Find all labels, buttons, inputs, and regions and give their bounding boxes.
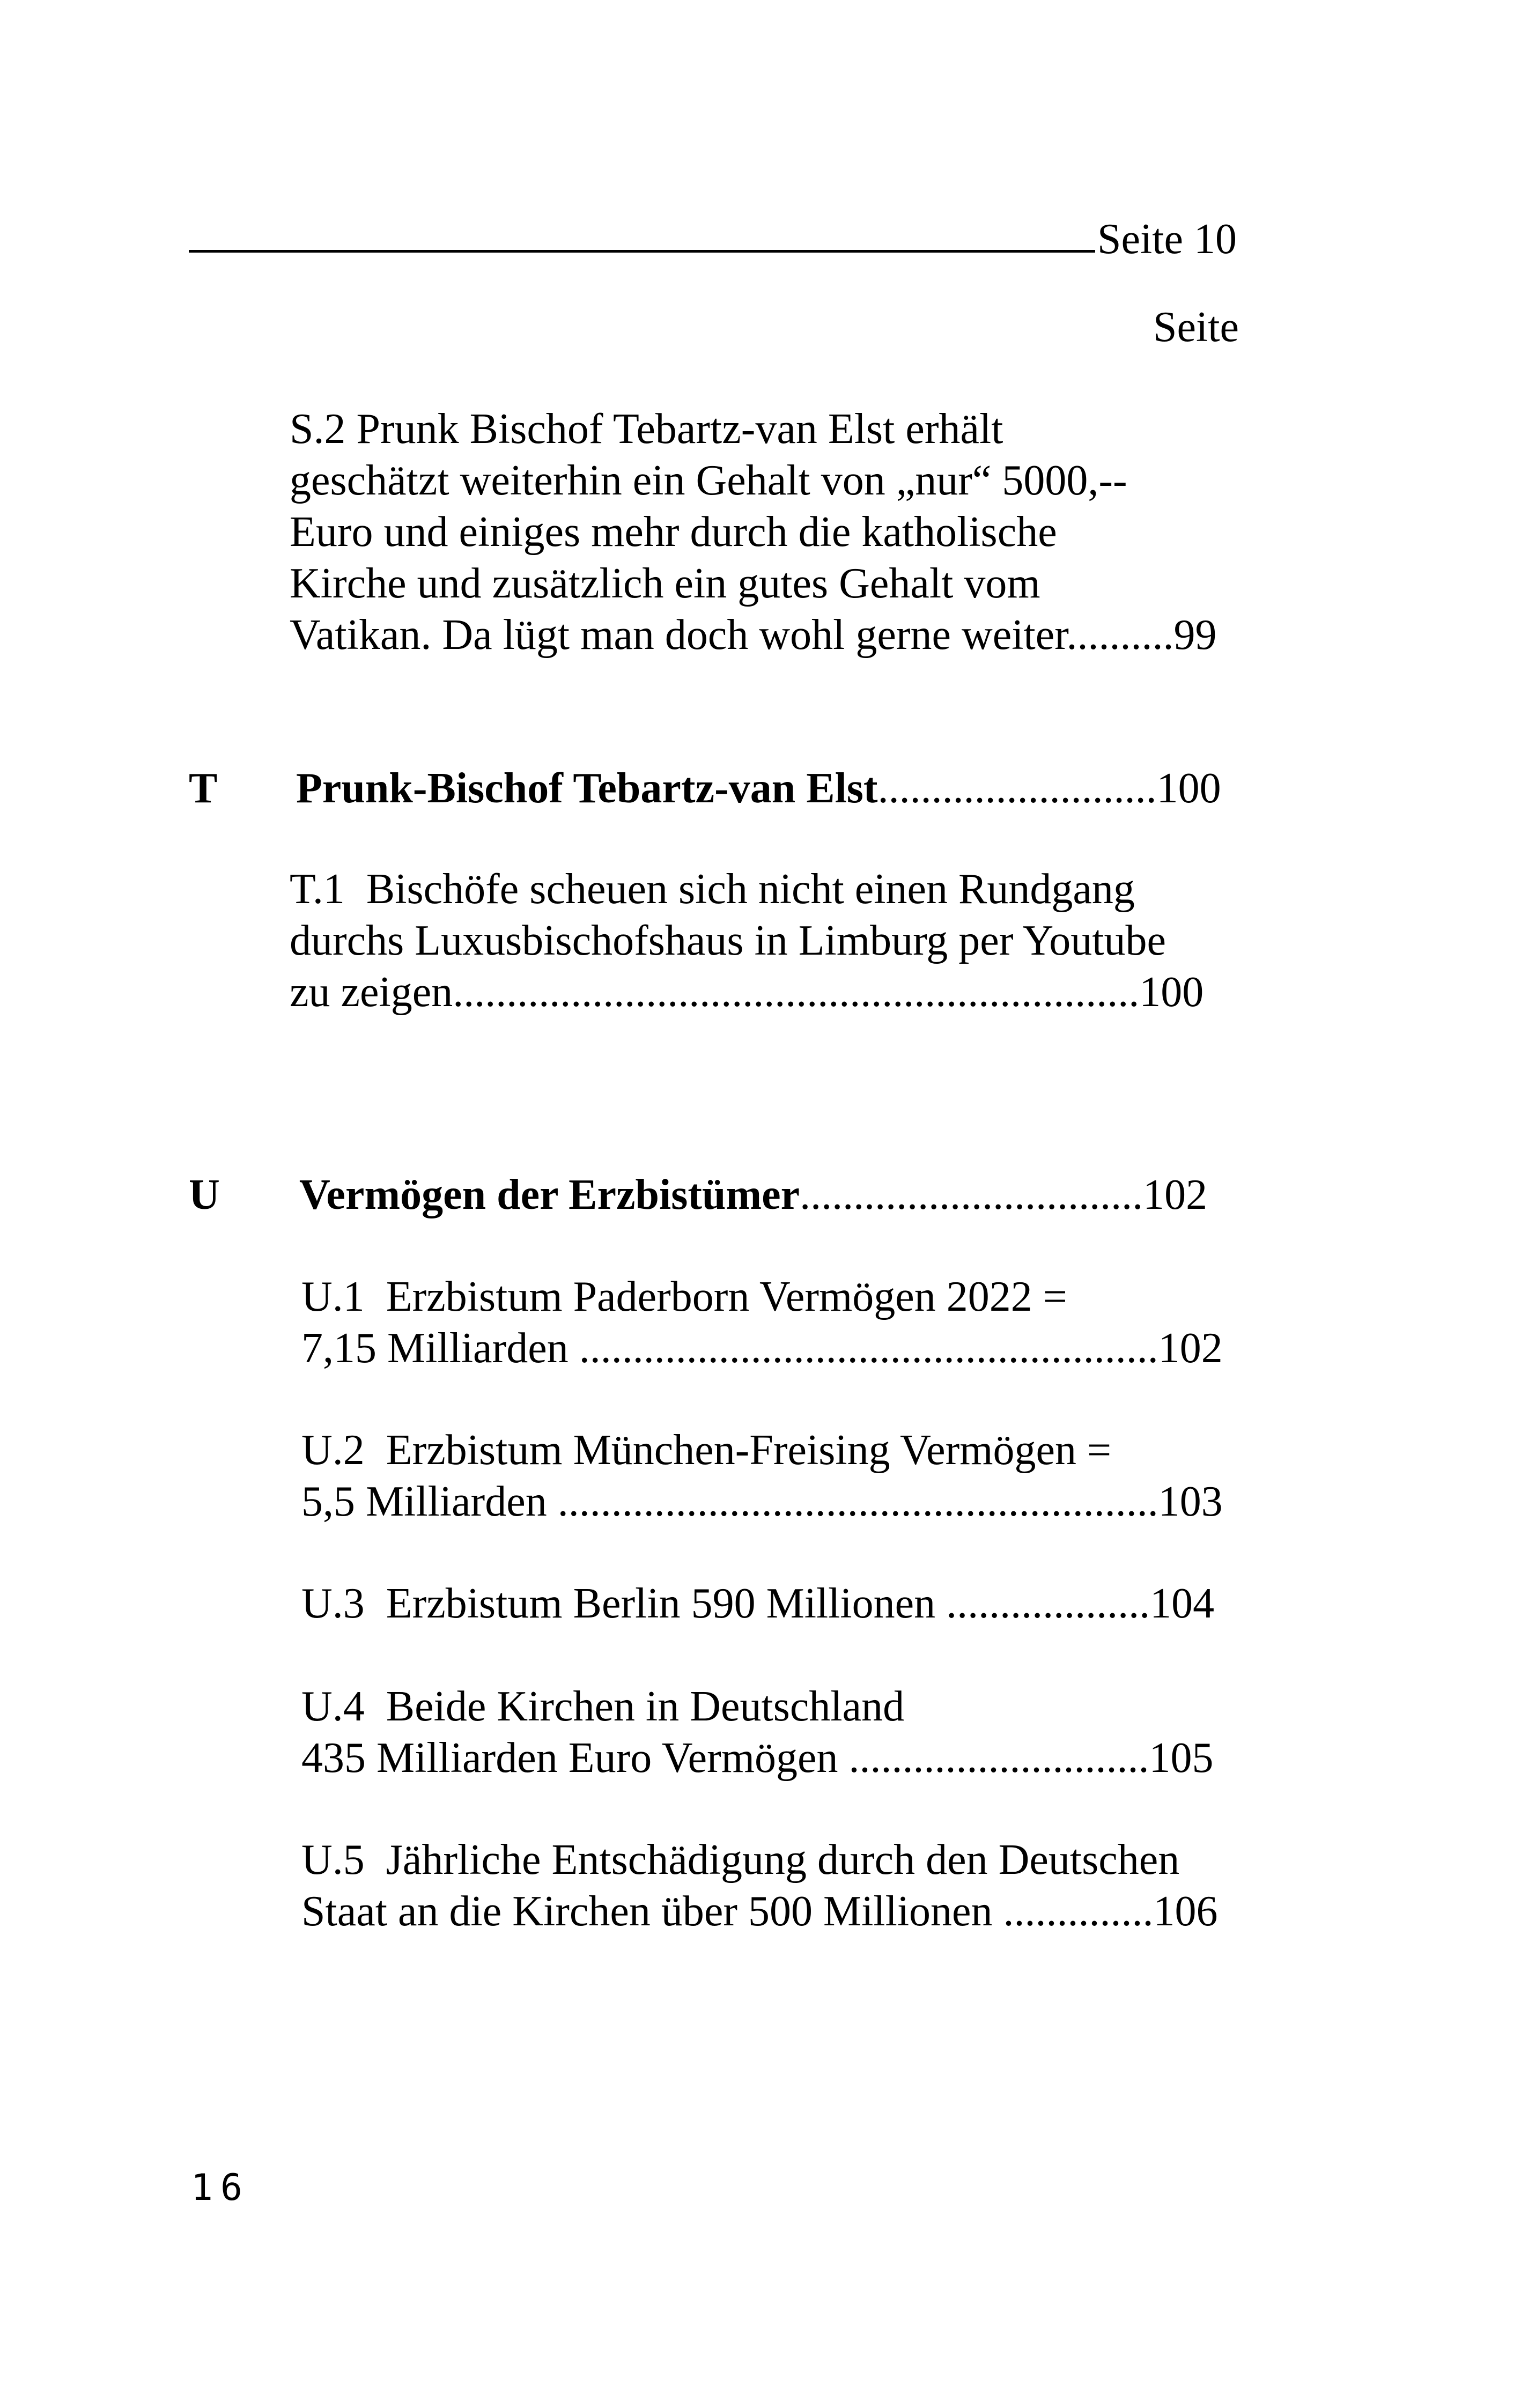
header-rule bbox=[189, 210, 1095, 253]
toc-line: zu zeigen................................................................100 bbox=[290, 969, 1204, 1016]
page-column-heading: Seite bbox=[1153, 304, 1239, 351]
toc-line: Vatikan. Da lügt man doch wohl gerne weiter..........99 bbox=[290, 611, 1217, 659]
page-number: 16 bbox=[191, 2167, 250, 2209]
section-letter: T bbox=[189, 765, 218, 812]
toc-line: U.4 Beide Kirchen in Deutschland bbox=[301, 1683, 905, 1730]
header-page-label: Seite 10 bbox=[1097, 216, 1237, 263]
section-title-line bbox=[296, 763, 1221, 814]
toc-line: Euro und einiges mehr durch die katholische bbox=[290, 508, 1057, 556]
toc-line: T.1 Bischöfe scheuen sich nicht einen Rundgang bbox=[290, 866, 1135, 913]
section-letter: U bbox=[189, 1171, 220, 1218]
toc-line: U.1 Erzbistum Paderborn Vermögen 2022 = bbox=[301, 1273, 1067, 1320]
section-title-line bbox=[299, 1169, 1207, 1221]
toc-line: Kirche und zusätzlich ein gutes Gehalt vom bbox=[290, 560, 1040, 607]
section-title: Vermögen der Erzbistümer bbox=[299, 1171, 800, 1218]
toc-line: Staat an die Kirchen über 500 Millionen ..............106 bbox=[301, 1888, 1218, 1935]
toc-line: S.2 Prunk Bischof Tebartz-van Elst erhält bbox=[290, 405, 1003, 453]
toc-line: U.2 Erzbistum München-Freising Vermögen = bbox=[301, 1427, 1112, 1474]
section-leader: ................................102 bbox=[800, 1171, 1208, 1218]
toc-line: 7,15 Milliarden ......................................................102 bbox=[301, 1325, 1223, 1372]
toc-line: U.5 Jährliche Entschädigung durch den Deutschen bbox=[301, 1836, 1180, 1883]
toc-line: durchs Luxusbischofshaus in Limburg per Youtube bbox=[290, 917, 1166, 964]
toc-line: U.3 Erzbistum Berlin 590 Millionen ...................104 bbox=[301, 1580, 1215, 1627]
section-leader: ..........................100 bbox=[877, 765, 1221, 812]
toc-line: geschätzt weiterhin ein Gehalt von „nur“ 5000,-- bbox=[290, 457, 1127, 504]
toc-line: 5,5 Milliarden ........................................................103 bbox=[301, 1478, 1223, 1525]
section-title: Prunk-Bischof Tebartz-van Elst bbox=[296, 765, 878, 812]
toc-line: 435 Milliarden Euro Vermögen ............................105 bbox=[301, 1734, 1214, 1782]
